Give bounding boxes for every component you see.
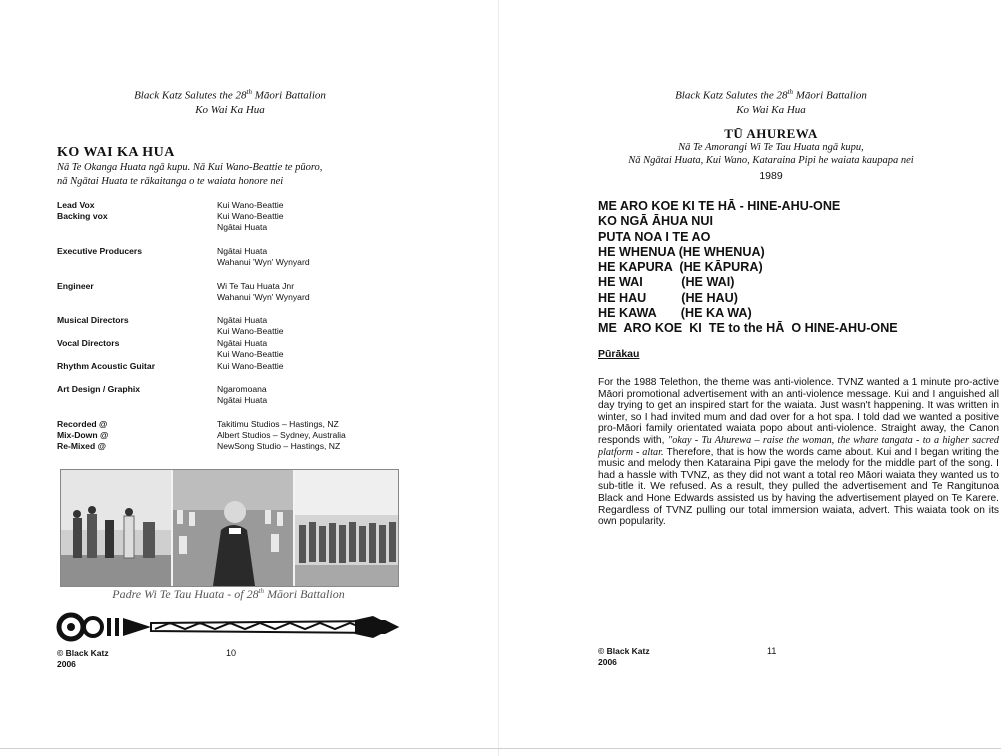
photo-collage [60, 469, 399, 587]
story-paragraph: For the 1988 Telethon, the theme was anti-violence. TVNZ wanted a 1 minute pro-active Māori promotional advertisement with an anti-violence message. Kui and I anguished all day trying to get an inspired start for the waiata. Just wasn't happening. It was written in winter, so I had invited mum and dad over for a hot spa. I told dad we wanted a positive pro-Māori family orientated waiata popo about anti-violence. Straight away, the Canon responds with, "okay - Tu Ahurewa – raise the woman, the whare tangata - to a higher sacred platform - altar. Therefore, that is how the words came about. Kui and I began writing the music and melody then Kataraina Pipi gave the melody for the middle part of the song. I had a hassle with TVNZ, as they did not want a total reo Māori waiata they wanted us to sub-title it. We refused. As a result, they pulled the advertisement and Te Rangitunoa Black and Hone Edwards assisted us by having the advertisement played on Te Karere. Regardless of TVNZ pulling our total immersion waiata, advert. This waiata took on its own popularity. [598, 377, 999, 528]
header-line-2: Ko Wai Ka Hua [195, 103, 265, 116]
credit-names: Ngātai Huata Kui Wano-Beattie [217, 315, 284, 336]
song-title: KO WAI KA HUA [57, 145, 175, 160]
credit-names: Ngātai Huata Kui Wano-Beattie [217, 338, 284, 359]
credit-role: Vocal Directors [57, 338, 120, 348]
lyric-line: HE WAI (HE WAI) [598, 275, 735, 290]
story-quote: "okay - Tu Ahurewa – raise the woman, the whare tangata - to a higher sacred platform - altar. [598, 434, 999, 458]
credit-names: Takitimu Studios – Hastings, NZ Albert Studios – Sydney, Australia NewSong Studio – Hastings, NZ [217, 419, 346, 451]
credit-role: Engineer [57, 281, 94, 291]
credit-names: Kui Wano-Beattie Kui Wano-Beattie Ngātai Huata [217, 200, 284, 232]
photo-padre-at-graves [173, 470, 293, 586]
right-page [501, 0, 1001, 756]
credit-role: Lead Vox Backing vox [57, 200, 108, 221]
song-credits: Nā Te Amorangi Wi Te Tau Huata ngā kupu, Nā Ngātai Huata, Kui Wano, Kataraina Pipi he waiata kaupapa nei [628, 142, 914, 166]
credit-role: Rhythm Acoustic Guitar [57, 361, 156, 371]
lyric-line: HE HAU (HE HAU) [598, 290, 738, 305]
credit-role: Art Design / Graphix [57, 384, 141, 394]
credit-names: Wi Te Tau Huata Jnr Wahanui 'Wyn' Wynyard [217, 281, 310, 302]
credit-names: Kui Wano-Beattie [217, 361, 284, 371]
photo-soldiers-field [61, 470, 171, 586]
page-number: 11 [767, 646, 777, 656]
credit-role: Recorded @ Mix-Down @ Re-Mixed @ [57, 419, 109, 451]
credit-names: Ngātai Huata Wahanui 'Wyn' Wynyard [217, 246, 310, 267]
lyrics-block [598, 199, 898, 337]
right-page-header [501, 85, 1001, 117]
lyric-line: ME ARO KOE KI TE to the HĀ O HINE-AHU-ONE [598, 321, 898, 336]
song-year: 1989 [759, 170, 783, 182]
lyric-line: KO NGĀ ĀHUA NUI [598, 214, 713, 229]
left-page [0, 0, 500, 756]
page-number: 10 [226, 648, 237, 658]
lyric-line: ME ARO KOE KI TE HĀ - HINE-AHU-ONE [598, 199, 841, 213]
photo-caption: Padre Wi Te Tau Huata - of 28th Māori Battalion [112, 587, 345, 601]
lyric-line: PUTA NOA I TE AO [598, 229, 711, 244]
credit-names: Ngaromoana Ngātai Huata [217, 384, 268, 405]
credit-role: Musical Directors [57, 315, 129, 325]
section-heading: Pūrākau [598, 348, 640, 360]
koru-pattern-band [55, 612, 400, 647]
right-footer: © Black Katz 2006 [598, 646, 650, 667]
left-footer: © Black Katz 2006 [57, 648, 109, 669]
photo-crowd [295, 470, 398, 586]
lyric-line: HE KAWA (HE KA WA) [598, 306, 752, 321]
header-line-1: Black Katz Salutes the 28th Māori Battalion [675, 88, 867, 102]
song-title: TŪ AHUREWA [724, 126, 818, 141]
left-page-header [0, 85, 460, 117]
header-line-2: Ko Wai Ka Hua [736, 103, 806, 116]
credit-role: Executive Producers [57, 246, 143, 256]
song-credits: Nā Te Okanga Huata ngā kupu. Nā Kui Wano-Beattie te pūoro, nā Ngātai Huata te rākaitanga o te waiata honore nei [57, 162, 323, 187]
header-line-1: Black Katz Salutes the 28th Māori Battalion [134, 88, 326, 102]
lyric-line: HE KAPURA (HE KĀPURA) [598, 260, 763, 275]
lyric-line: HE WHENUA (HE WHENUA) [598, 244, 765, 259]
